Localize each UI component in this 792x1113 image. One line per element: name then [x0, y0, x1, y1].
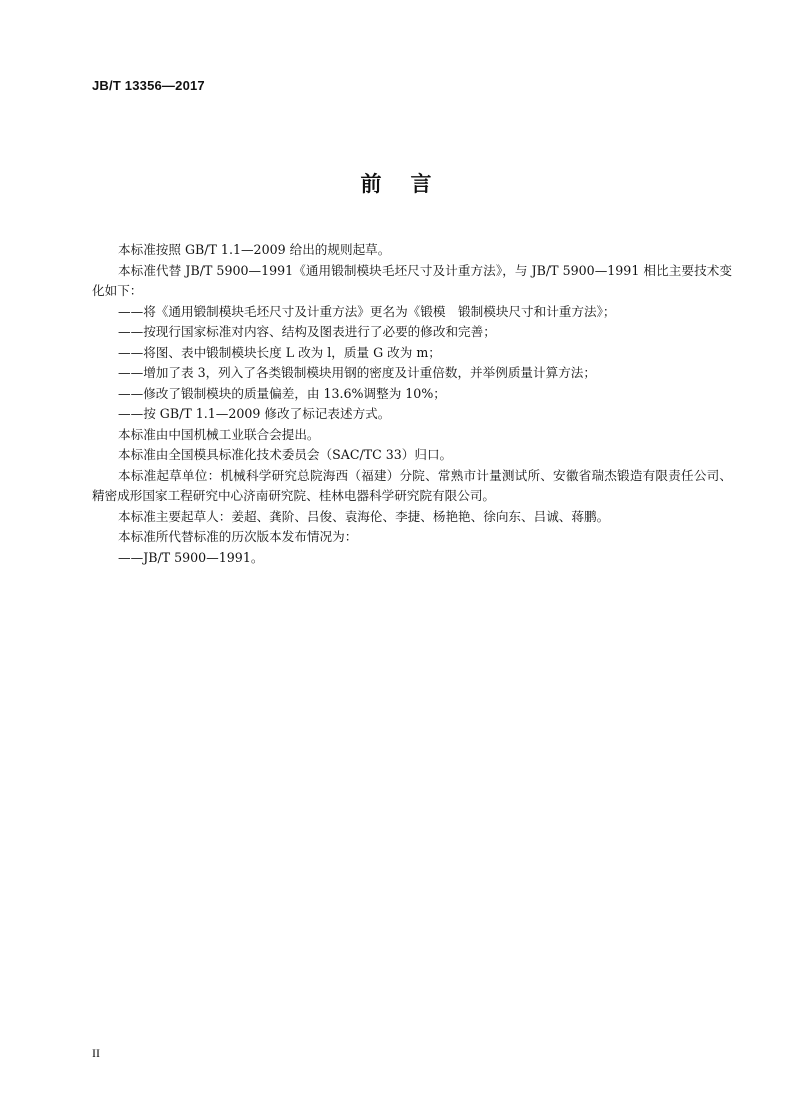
page-title: 前言: [360, 172, 461, 196]
paragraph: 本标准代替 JB/T 5900—1991《通用锻制模块毛坯尺寸及计重方法》，与 JB/T 5900—1991 相比主要技术变化如下：: [92, 262, 732, 298]
list-item: ——按现行国家标准对内容、结构及图表进行了必要的修改和完善；: [118, 324, 496, 339]
list-item: ——将《通用锻制模块毛坯尺寸及计重方法》更名为《锻模 锻制模块尺寸和计重方法》；: [118, 303, 616, 319]
list-item: ——增加了表 3，列入了各类锻制模块用钢的密度及计重倍数，并举例质量计算方法；: [118, 365, 596, 380]
paragraph: 本标准所代替标准的历次版本发布情况为：: [118, 529, 358, 544]
paragraph: 本标准主要起草人：姜超、龚阶、吕俊、袁海伦、李捷、杨艳艳、徐向东、吕诚、蒋鹏。: [118, 508, 610, 524]
paragraph: 本标准按照 GB/T 1.1—2009 给出的规则起草。: [118, 242, 391, 257]
paragraph: 本标准由中国机械工业联合会提出。: [118, 426, 320, 442]
list-item: ——按 GB/T 1.1—2009 修改了标记表述方式。: [118, 406, 391, 421]
standard-code: JB/T 13356—2017: [92, 78, 205, 93]
list-item: ——JB/T 5900—1991。: [118, 549, 264, 565]
foreword-body: [92, 240, 732, 568]
paragraph: 本标准由全国模具标准化技术委员会（SAC/TC 33）归口。: [118, 447, 453, 462]
list-item: ——修改了锻制模块的质量偏差，由 13.6%调整为 10%；: [118, 385, 446, 401]
page-number: II: [92, 1046, 100, 1060]
list-item: ——将图、表中锻制模块长度 L 改为 l，质量 G 改为 m；: [118, 344, 441, 360]
paragraph: 本标准起草单位：机械科学研究总院海西（福建）分院、常熟市计量测试所、安徽省瑞杰锻造有限责任公司、精密成形国家工程研究中心济南研究院、桂林电器科学研究院有限公司。: [92, 467, 732, 503]
